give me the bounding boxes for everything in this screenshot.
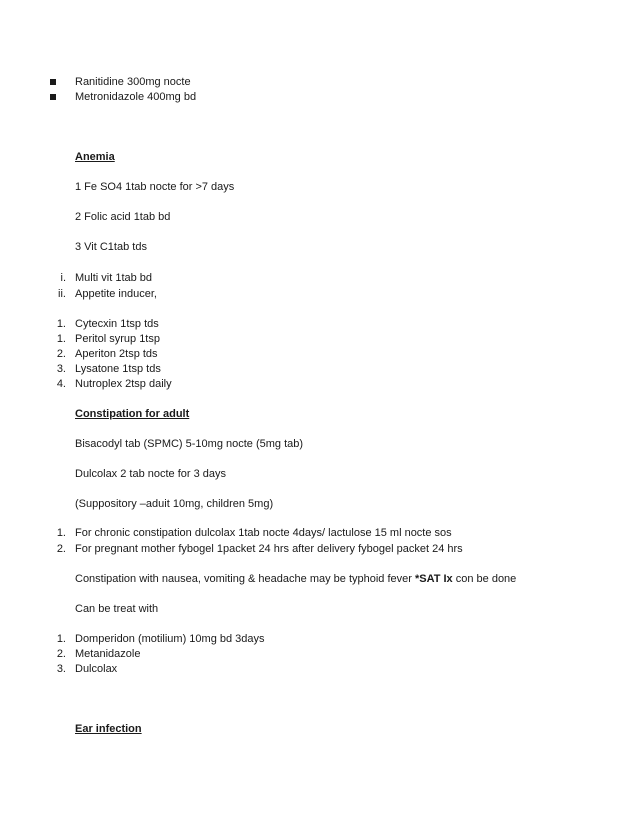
list-marker: 1. bbox=[56, 318, 66, 330]
square-bullet-icon bbox=[50, 79, 56, 85]
list-marker: ii. bbox=[58, 288, 66, 300]
ear-infection-heading: Ear infection bbox=[75, 723, 142, 735]
anemia-item: 2 Folic acid 1tab bd bbox=[75, 211, 171, 223]
list-marker: 3. bbox=[56, 363, 66, 375]
constipation-paragraph: Dulcolax 2 tab nocte for 3 days bbox=[75, 468, 227, 480]
list-marker: 2. bbox=[56, 348, 66, 360]
sat-ix-highlight: *SAT Ix bbox=[414, 573, 453, 585]
list-marker: i. bbox=[60, 272, 66, 284]
constipation-paragraph: Bisacodyl tab (SPMC) 5-10mg nocte (5mg tab) bbox=[75, 438, 304, 450]
anemia-heading: Anemia bbox=[75, 151, 115, 163]
list-marker: 1. bbox=[56, 333, 66, 345]
list-marker: 1. bbox=[56, 527, 66, 539]
list-marker: 1. bbox=[56, 633, 66, 645]
anemia-item: 1 Fe SO4 1tab nocte for >7 days bbox=[75, 181, 235, 193]
typhoid-note: Constipation with nausea, vomiting & headache may be typhoid fever *SAT Ix con be done bbox=[75, 573, 517, 585]
constipation-heading: Constipation for adult bbox=[75, 408, 190, 420]
square-bullet-icon bbox=[50, 94, 56, 100]
list-marker: 2. bbox=[56, 648, 66, 660]
anemia-item: 3 Vit C1tab tds bbox=[75, 241, 147, 253]
list-marker: 2. bbox=[56, 543, 66, 555]
treat-paragraph: Can be treat with bbox=[75, 603, 159, 615]
list-marker: 3. bbox=[56, 663, 66, 675]
list-marker: 4. bbox=[56, 378, 66, 390]
constipation-paragraph: (Suppository –aduit 10mg, children 5mg) bbox=[75, 498, 274, 510]
